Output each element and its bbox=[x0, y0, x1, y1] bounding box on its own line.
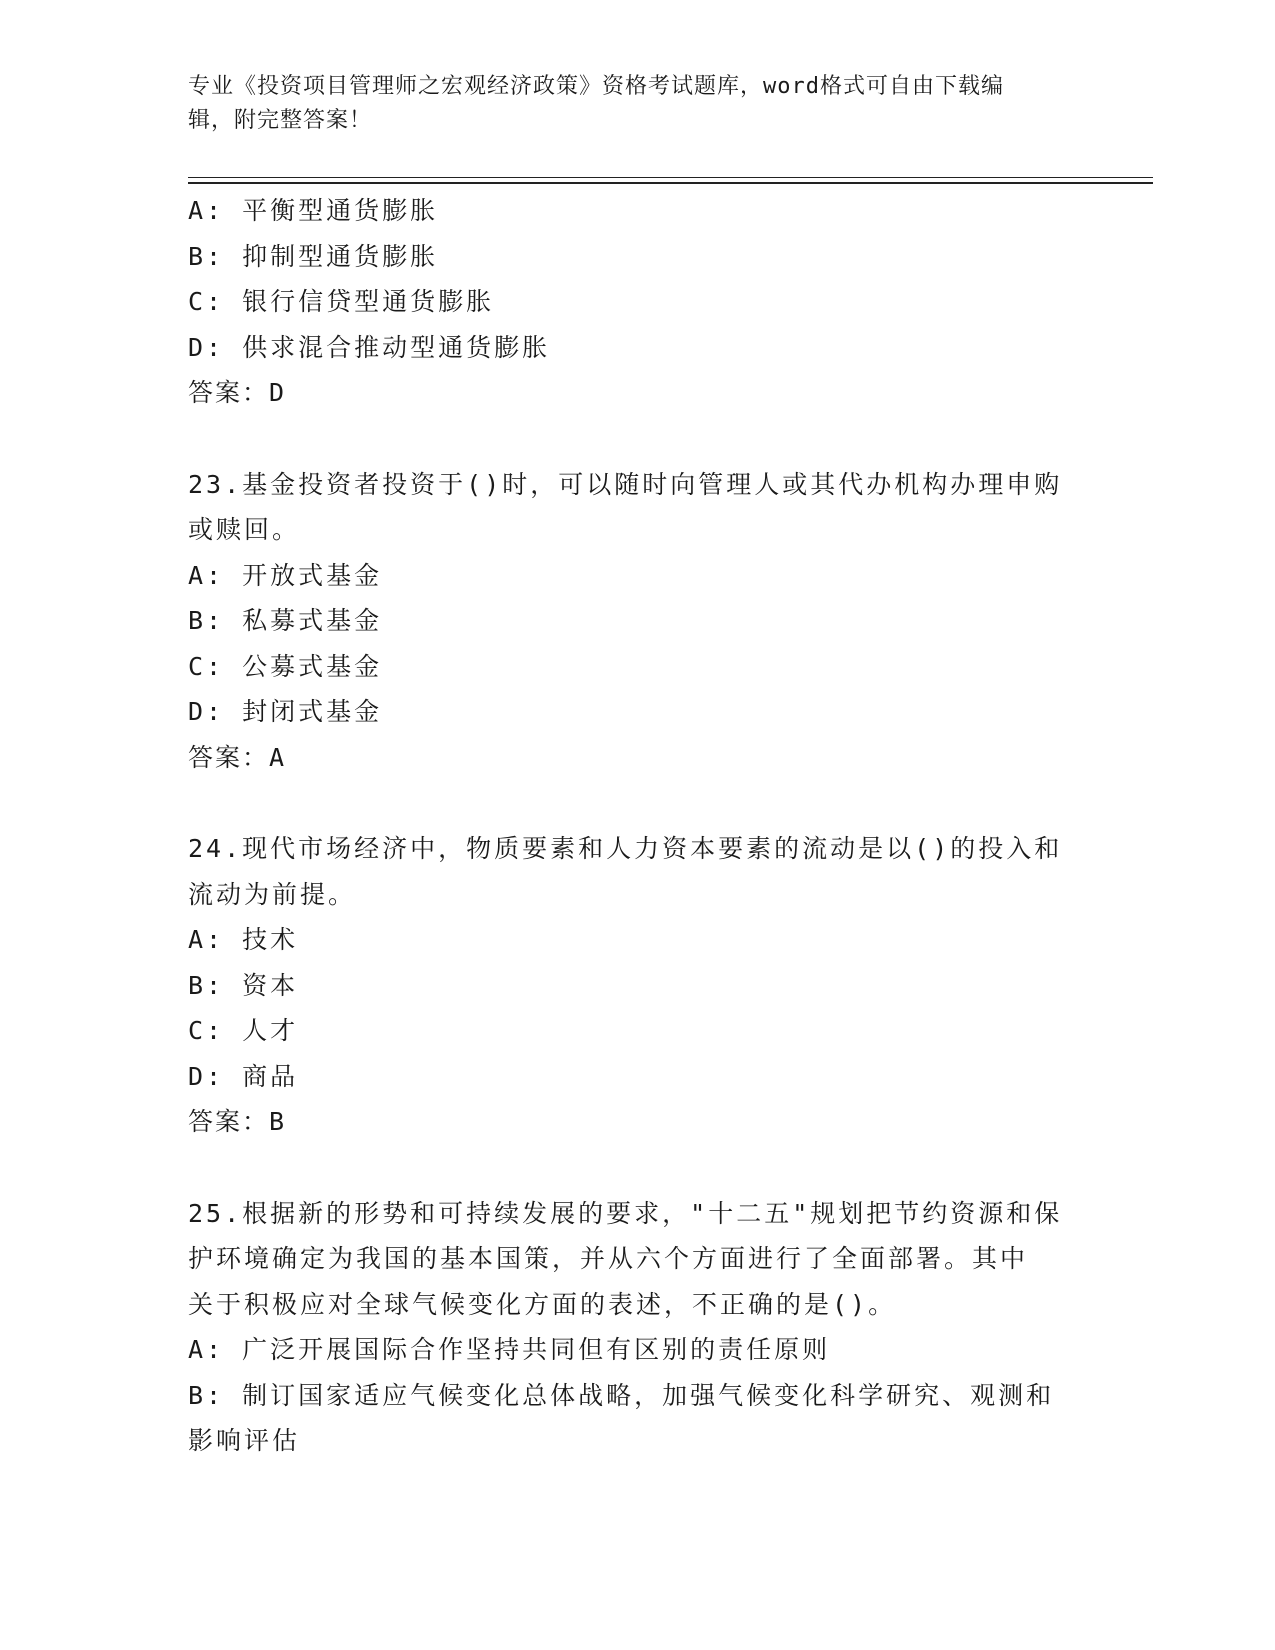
question-stem-line-1: 24.现代市场经济中，物质要素和人力资本要素的流动是以()的投入和 bbox=[188, 834, 1063, 863]
option-d: D: 商品 bbox=[188, 1061, 299, 1091]
question-24 bbox=[188, 826, 1088, 1145]
option-d: D: 供求混合推动型通货膨胀 bbox=[188, 332, 551, 362]
option-a: A: 技术 bbox=[188, 925, 299, 954]
option-d: D: 封闭式基金 bbox=[188, 697, 383, 726]
question-stem-line-3: 关于积极应对全球气候变化方面的表述，不正确的是()。 bbox=[188, 1289, 897, 1319]
question-stem-line-1: 23.基金投资者投资于()时，可以随时向管理人或其代办机构办理申购 bbox=[188, 469, 1063, 499]
document-header bbox=[188, 70, 1088, 138]
question-stem-line-2: 流动为前提。 bbox=[188, 879, 357, 909]
spacer bbox=[188, 416, 1088, 462]
option-a: A: 平衡型通货膨胀 bbox=[188, 196, 439, 225]
option-b: B: 资本 bbox=[188, 970, 299, 1000]
option-c: C: 银行信贷型通货膨胀 bbox=[188, 287, 495, 316]
option-c: C: 公募式基金 bbox=[188, 651, 383, 681]
question-list bbox=[188, 188, 1088, 1464]
option-b-continuation: 影响评估 bbox=[188, 1426, 301, 1455]
option-a: A: 广泛开展国际合作坚持共同但有区别的责任原则 bbox=[188, 1335, 831, 1364]
answer: 答案：A bbox=[188, 742, 287, 772]
option-b: B: 私募式基金 bbox=[188, 606, 383, 635]
header-divider-thin bbox=[188, 177, 1153, 178]
spacer bbox=[188, 1145, 1088, 1191]
header-line-2: 辑，附完整答案！ bbox=[188, 108, 373, 133]
option-a: A: 开放式基金 bbox=[188, 560, 383, 590]
option-c: C: 人才 bbox=[188, 1016, 299, 1045]
answer: 答案：B bbox=[188, 1107, 287, 1136]
question-22 bbox=[188, 188, 1088, 416]
question-stem-line-2: 护环境确定为我国的基本国策，并从六个方面进行了全面部署。其中 bbox=[188, 1244, 1029, 1273]
header-line-1: 专业《投资项目管理师之宏观经济政策》资格考试题库，word格式可自由下载编 bbox=[188, 74, 1004, 99]
question-stem-line-1: 25.根据新的形势和可持续发展的要求，"十二五"规划把节约资源和保 bbox=[188, 1198, 1063, 1228]
spacer bbox=[188, 780, 1088, 826]
header-divider-thick bbox=[188, 182, 1153, 184]
question-stem-line-2: 或赎回。 bbox=[188, 515, 301, 544]
question-25 bbox=[188, 1191, 1088, 1464]
option-b: B: 制订国家适应气候变化总体战略，加强气候变化科学研究、观测和 bbox=[188, 1380, 1055, 1410]
answer: 答案：D bbox=[188, 378, 287, 407]
question-23 bbox=[188, 462, 1088, 781]
option-b: B: 抑制型通货膨胀 bbox=[188, 241, 439, 271]
